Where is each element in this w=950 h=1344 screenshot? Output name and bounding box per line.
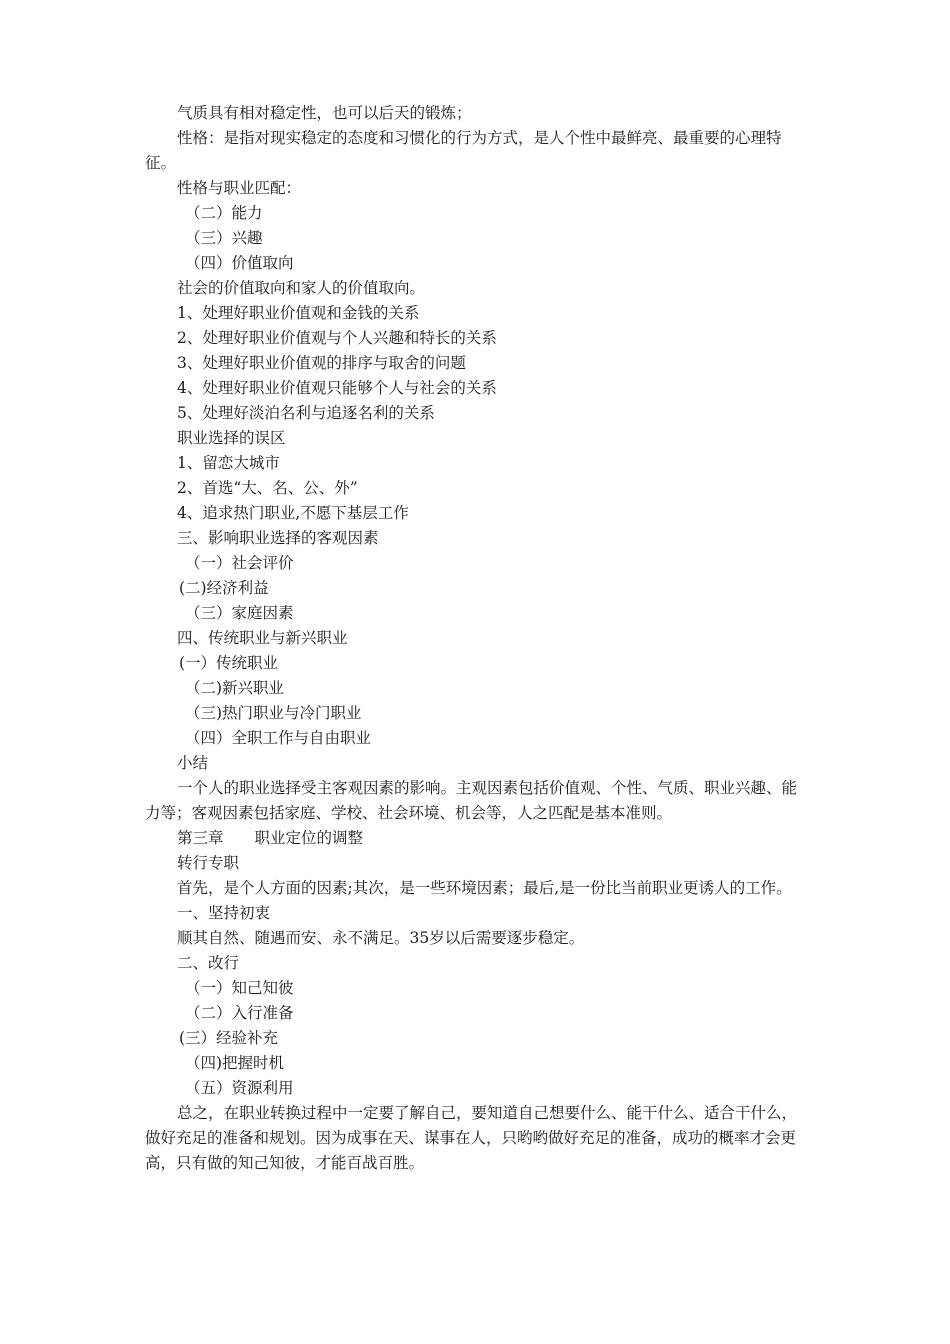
list-item: （四）全职工作与自由职业: [185, 729, 372, 747]
section-heading: 小结: [177, 754, 209, 772]
paragraph: 顺其自然、随遇而安、永不满足。35岁以后需要逐步稳定。: [177, 929, 585, 947]
list-item: （三）兴趣: [185, 229, 263, 247]
list-item: 1、处理好职业价值观和金钱的关系: [177, 304, 420, 322]
section-heading: 四、传统职业与新兴职业: [177, 629, 348, 647]
paragraph: 总之，在职业转换过程中一定要了解自己，要知道自己想要什么、能干什么、适合干什么，做好充足的准备和规划。因为成事在天、谋事在人，只哟哟做好充足的准备，成功的概率才会更高，只有做的知己知彼，才能百战百胜。: [145, 1104, 798, 1172]
paragraph: 一个人的职业选择受主客观因素的影响。主观因素包括价值观、个性、气质、职业兴趣、能力等；客观因素包括家庭、学校、社会环境、机会等，人之匹配是基本准则。: [145, 779, 798, 822]
list-item: （三）家庭因素: [185, 604, 294, 622]
list-item: （一）社会评价: [185, 554, 294, 572]
paragraph: 性格：是指对现实稳定的态度和习惯化的行为方式，是人个性中最鲜亮、最重要的心理特征。: [145, 129, 782, 172]
document-body: [145, 101, 805, 1176]
list-item: （四）价值取向: [185, 254, 294, 272]
list-item: （二）能力: [185, 204, 263, 222]
paragraph: 社会的价值取向和家人的价值取向。: [177, 279, 426, 297]
list-item: （五）资源利用: [185, 1079, 294, 1097]
list-item: 2、处理好职业价值观与个人兴趣和特长的关系: [177, 329, 497, 347]
list-item: 1、留恋大城市: [177, 454, 280, 472]
list-item: （一）知己知彼: [185, 979, 294, 997]
list-item: （二）入行准备: [185, 1004, 294, 1022]
list-item: (三）经验补充: [179, 1029, 279, 1047]
list-item: (一）传统职业: [179, 654, 279, 672]
paragraph: 首先，是个人方面的因素;其次，是一些环境因素；最后,是一份比当前职业更诱人的工作。: [177, 879, 792, 897]
list-item: （三)热门职业与冷门职业: [185, 704, 362, 722]
list-item: （四)把握时机: [185, 1054, 285, 1072]
list-item: 2、首选“大、名、公、外”: [177, 479, 358, 497]
paragraph: 性格与职业匹配：: [177, 179, 302, 197]
chapter-heading: 第三章 职业定位的调整: [177, 829, 364, 847]
section-heading: 职业选择的误区: [177, 429, 286, 447]
paragraph: 气质具有相对稳定性，也可以后天的锻炼；: [177, 104, 472, 122]
list-item: 4、追求热门职业,不愿下基层工作: [177, 504, 409, 522]
list-item: 3、处理好职业价值观的排序与取舍的问题: [177, 354, 466, 372]
section-heading: 三、影响职业选择的客观因素: [177, 529, 379, 547]
section-heading: 二、改行: [177, 954, 240, 972]
list-item: (二)经济利益: [179, 579, 269, 597]
list-item: 4、处理好职业价值观只能够个人与社会的关系: [177, 379, 497, 397]
section-heading: 转行专职: [177, 854, 240, 872]
list-item: 5、处理好淡泊名利与追逐名利的关系: [177, 404, 435, 422]
section-heading: 一、坚持初衷: [177, 904, 271, 922]
list-item: （二)新兴职业: [185, 679, 285, 697]
